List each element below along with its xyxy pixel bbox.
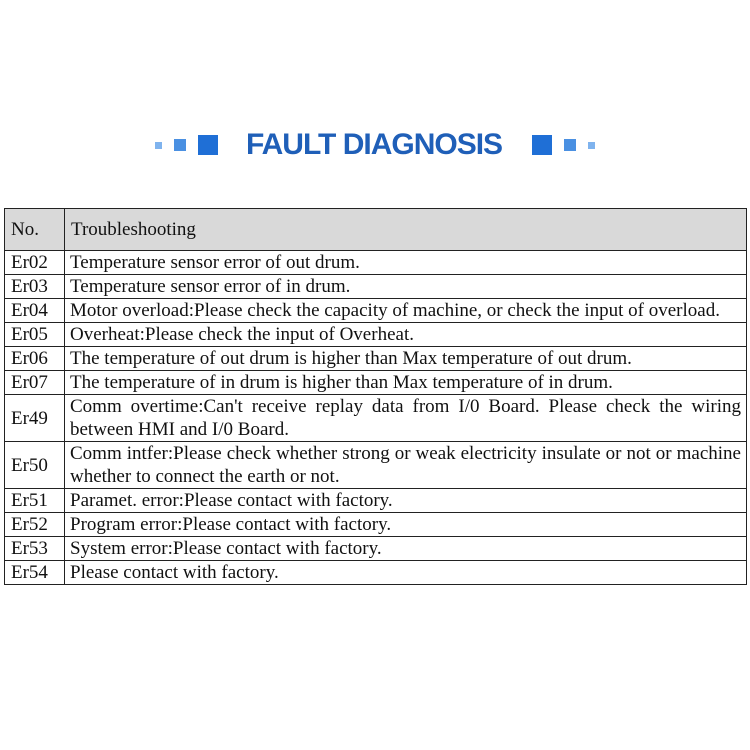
- page-title: FAULT DIAGNOSIS: [245, 128, 503, 161]
- medium-square-icon: [564, 139, 576, 151]
- fault-description: Overheat:Please check the input of Overheat.: [65, 323, 747, 347]
- table-row: [5, 513, 747, 537]
- large-square-icon: [532, 135, 552, 155]
- table-row: [5, 395, 747, 442]
- right-square-decoration: [520, 135, 595, 155]
- fault-description: Temperature sensor error of out drum.: [65, 251, 747, 275]
- fault-description: Temperature sensor error of in drum.: [65, 275, 747, 299]
- fault-code: Er53: [5, 537, 65, 561]
- title-banner: [0, 122, 750, 168]
- table-row: [5, 275, 747, 299]
- table-row: [5, 323, 747, 347]
- fault-code: Er03: [5, 275, 65, 299]
- fault-description: Paramet. error:Please contact with factory.: [65, 489, 747, 513]
- table-row: [5, 251, 747, 275]
- table-row: [5, 561, 747, 585]
- fault-description: Comm intfer:Please check whether strong or weak electricity insulate or not or machine whether to connect the earth or not.: [65, 442, 747, 489]
- fault-description: Please contact with factory.: [65, 561, 747, 585]
- fault-description: The temperature of in drum is higher than Max temperature of in drum.: [65, 371, 747, 395]
- fault-description: The temperature of out drum is higher than Max temperature of out drum.: [65, 347, 747, 371]
- fault-code: Er52: [5, 513, 65, 537]
- table-row: [5, 299, 747, 323]
- left-square-decoration: [155, 135, 230, 155]
- fault-code: Er51: [5, 489, 65, 513]
- fault-description: System error:Please contact with factory.: [65, 537, 747, 561]
- fault-code: Er07: [5, 371, 65, 395]
- column-header-no: No.: [5, 209, 65, 251]
- fault-description: Comm overtime:Can't receive replay data from I/0 Board. Please check the wiring between HMI and I/0 Board.: [65, 395, 747, 442]
- table-header-row: [5, 209, 747, 251]
- fault-code: Er54: [5, 561, 65, 585]
- fault-code: Er02: [5, 251, 65, 275]
- medium-square-icon: [174, 139, 186, 151]
- fault-table: [4, 208, 747, 585]
- fault-description: Motor overload:Please check the capacity of machine, or check the input of overload.: [65, 299, 747, 323]
- table-row: [5, 347, 747, 371]
- table-row: [5, 442, 747, 489]
- large-square-icon: [198, 135, 218, 155]
- fault-code: Er05: [5, 323, 65, 347]
- small-square-icon: [588, 142, 595, 149]
- fault-code: Er49: [5, 395, 65, 442]
- column-header-troubleshooting: Troubleshooting: [65, 209, 747, 251]
- fault-code: Er04: [5, 299, 65, 323]
- small-square-icon: [155, 142, 162, 149]
- table-row: [5, 371, 747, 395]
- fault-code: Er50: [5, 442, 65, 489]
- fault-description: Program error:Please contact with factory.: [65, 513, 747, 537]
- fault-code: Er06: [5, 347, 65, 371]
- table-row: [5, 537, 747, 561]
- table-row: [5, 489, 747, 513]
